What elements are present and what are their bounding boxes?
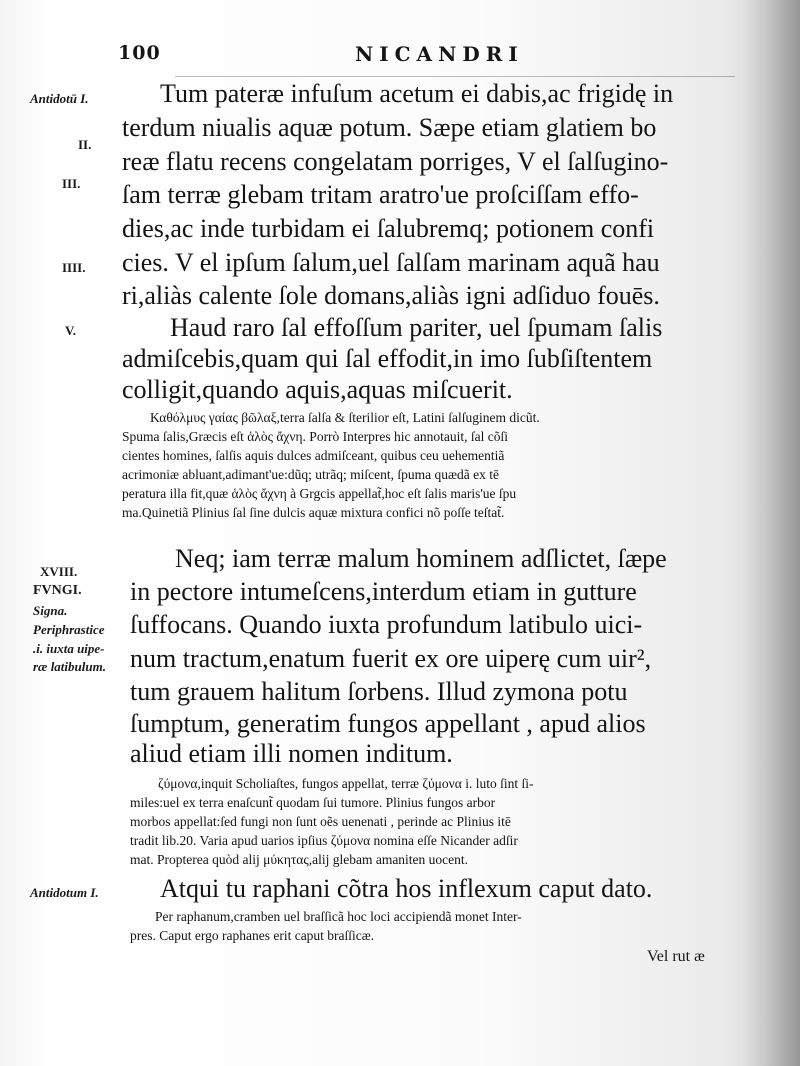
verse-line: ſuffocans. Quando iuxta profundum latibulo uici- [130,610,643,639]
margin-note: IIII. [62,260,86,275]
verse-line: Haud raro ſal effoſſum pariter, uel ſpumam ſalis [170,313,663,342]
header-rule [175,76,735,77]
verse-line: colligit,quando aquis,aquas miſcuerit. [122,375,513,404]
verse-line: Atqui tu raphani cõtra hos inflexum caput dato. [160,874,653,903]
running-head: NICANDRI [355,42,524,66]
commentary-line: ζύμονα,inquit Scholiaſtes, fungos appellat, terræ ζύμονα i. luto ſint ſi- [158,776,534,791]
verse-line: Tum pateræ infuſum acetum ei dabis,ac frigidę in [160,79,674,108]
margin-note: .i. iuxta uipe- [33,641,105,656]
margin-note: V. [65,323,76,338]
page-number: 100 [118,42,161,64]
verse-line: ſumptum, generatim fungos appellant , apud alios [130,709,646,738]
commentary-line: peratura illa fit,quæ ἁλὸς ἄχνη à Grgcis appellat̃,hoc eſt ſalis maris'ue ſpu [122,486,517,501]
verse-line: Neq; iam terræ malum hominem adſlictet, ſæpe [175,544,667,573]
verse-line: dies,ac inde turbidam ei ſalubremq; potionem confi [122,214,655,243]
verse-line: cies. V el ipſum ſalum,uel ſalſam marinam aquã hau [122,248,660,277]
commentary-line: ma.Quinetiã Plinius ſal ſine dulcis aquæ mixtura confici nõ poſſe teſtat̃. [122,505,505,520]
page-edge-shadow [742,0,800,1066]
verse-line: reæ flatu recens congelatam porriges, V el ſalſugino- [122,147,669,176]
commentary-line: Spuma ſalis,Græcis eſt ἁλὸς ἄχνη. Porrò Interpres hic annotauit, ſal cõſi [122,429,508,444]
margin-note: ræ latibulum. [33,659,106,674]
commentary-line: miles:uel ex terra enaſcunt̃ quodam ſui tumore. Plinius fungos arbor [130,795,496,810]
verse-line: num tractum,enatum fuerit ex ore uiperę cum uir², [130,644,652,673]
commentary-line: mat. Propterea quòd alij μύκητας,alij glebam amaniten uocent. [130,852,469,867]
margin-note: II. [78,137,92,152]
margin-note: Antidotum I. [30,885,99,900]
commentary-line: cientes homines, ſalſis aquis dulces admiſceant, quibus ceu uehementiã [122,448,505,463]
commentary-line: Per raphanum,cramben uel braſſicã hoc loci accipiendã monet Inter- [155,909,522,924]
verse-line: terdum niualis aquæ potum. Sæpe etiam glatiem bo [122,113,657,142]
margin-note: Periphrastice [33,622,105,637]
commentary-line: acrimoniæ abluant,adimant'ue:dũq; utrãq; miſcent, ſpuma quædã ex tē [122,467,499,482]
margin-note: Antidotū I. [30,91,89,106]
verse-line: tum grauem halitum ſorbens. Illud zymona potu [130,677,628,706]
verse-line: in pectore intumeſcens,interdum etiam in gutture [130,577,637,606]
verse-line: aliud etiam illi nomen inditum. [130,739,453,768]
margin-note: III. [62,176,81,191]
commentary-line: morbos appellat:ſed fungi non ſunt oẽs uenenati , perinde ac Plinius itē [130,814,511,829]
commentary-line: pres. Caput ergo raphanes erit caput braſſicæ. [130,928,375,943]
catchword: Vel rut æ [647,948,705,965]
margin-note: XVIII. [40,564,78,579]
verse-line: ri,aliàs calente ſole domans,aliàs igni adſiduo fouēs. [122,281,660,310]
verse-line: ſam terræ glebam tritam aratro'ue proſciſſam effo- [122,180,639,209]
margin-note: FVNGI. [33,583,82,598]
commentary-line: Καθόλμυς γαίας βῶλαξ,terra ſalſa & ſterilior eſt, Latini ſalſuginem dicũt. [150,410,540,425]
commentary-line: tradit lib.20. Varia apud uarios ipſius ζύμονα nomina eſſe Nicander adſir [130,833,518,848]
verse-line: admiſcebis,quam qui ſal effodit,in imo ſubſiſtentem [122,344,653,373]
margin-note: Signa. [33,603,68,618]
